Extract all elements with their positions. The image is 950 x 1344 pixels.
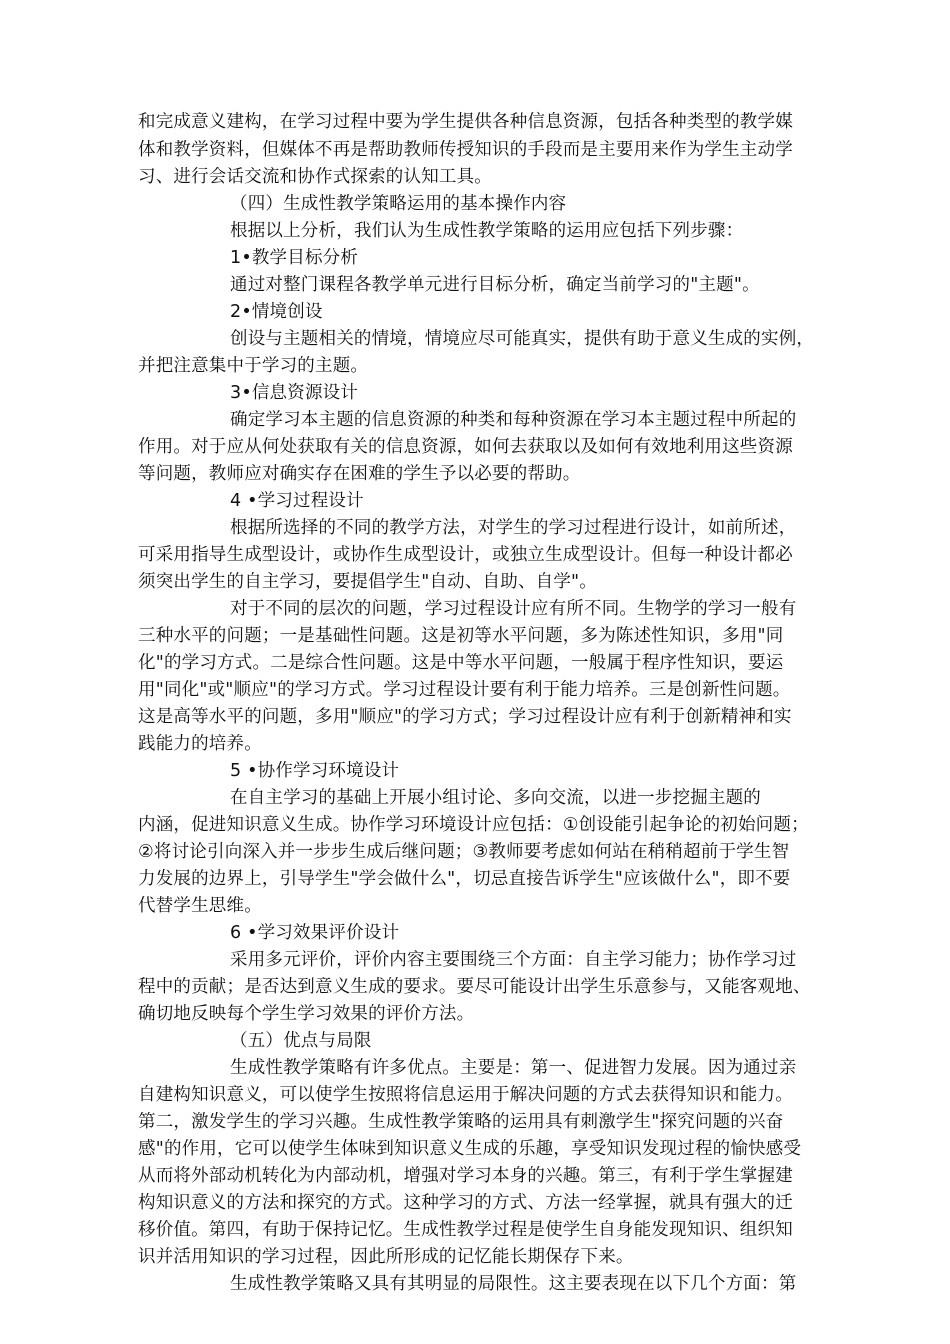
section-heading: （四）生成性教学策略运用的基本操作内容 bbox=[230, 194, 567, 214]
body-line: 采用多元评价，评价内容主要围绕三个方面：自主学习能力；协作学习过 bbox=[230, 950, 797, 970]
body-line: 通过对整门课程各教学单元进行目标分析，确定当前学习的"主题"。 bbox=[230, 275, 760, 295]
body-line: 生成性教学策略有许多优点。主要是：第一、促进智力发展。因为通过亲 bbox=[230, 1058, 797, 1078]
body-line: 识并活用知识的学习过程，因此所形成的记忆能长期保存下来。 bbox=[138, 1247, 634, 1267]
body-line: 三种水平的问题；一是基础性问题。这是初等水平问题，多为陈述性知识，多用"同 bbox=[138, 626, 784, 646]
step-heading: 4 •学习过程设计 bbox=[230, 491, 364, 511]
step-heading: 1•教学目标分析 bbox=[230, 248, 359, 268]
body-line: 等问题，教师应对确实存在困难的学生予以必要的帮助。 bbox=[138, 464, 581, 484]
body-line: 体和教学资料，但媒体不再是帮助教师传授知识的手段而是主要用来作为学生主动学 bbox=[138, 140, 793, 160]
body-line: 化"的学习方式。二是综合性问题。这是中等水平问题，一般属于程序性知识，要运 bbox=[138, 653, 784, 673]
step-heading: 5 •协作学习环境设计 bbox=[230, 761, 400, 781]
body-line: 践能力的培养。 bbox=[138, 734, 262, 754]
body-line: 代替学生思维。 bbox=[138, 896, 262, 916]
body-line: 从而将外部动机转化为内部动机，增强对学习本身的兴趣。第三，有利于学生掌握建 bbox=[138, 1166, 793, 1186]
body-line: 内涵，促进知识意义生成。协作学习环境设计应包括：①创设能引起争论的初始问题； bbox=[138, 815, 809, 835]
body-line: 这是高等水平的问题，多用"顺应"的学习方式；学习过程设计应有利于创新精神和实 bbox=[138, 707, 792, 727]
body-line: 根据以上分析，我们认为生成性教学策略的运用应包括下列步骤： bbox=[230, 221, 744, 241]
body-line: 自建构知识意义，可以使学生按照将信息运用于解决问题的方式去获得知识和能力。 bbox=[138, 1085, 793, 1105]
step-heading: 6 •学习效果评价设计 bbox=[230, 923, 400, 943]
body-line: 用"同化"或"顺应"的学习方式。学习过程设计要有利于能力培养。三是创新性问题。 bbox=[138, 680, 791, 700]
body-line: 确切地反映每个学生学习效果的评价方法。 bbox=[138, 1004, 475, 1024]
body-line: 生成性教学策略又具有其明显的局限性。这主要表现在以下几个方面：第 bbox=[230, 1274, 797, 1294]
body-line: 并把注意集中于学习的主题。 bbox=[138, 356, 369, 376]
body-line: 在自主学习的基础上开展小组讨论、多向交流，以进一步挖掘主题的 bbox=[230, 788, 761, 808]
body-line: 习、进行会话交流和协作式探索的认知工具。 bbox=[138, 167, 492, 187]
body-line: 可采用指导生成型设计，或协作生成型设计，或独立生成型设计。但每一种设计都必 bbox=[138, 545, 793, 565]
body-line: 程中的贡献；是否达到意义生成的要求。要尽可能设计出学生乐意参与，又能客观地、 bbox=[138, 977, 811, 997]
body-line: ②将讨论引向深入并一步步生成后继问题；③教师要考虑如何站在稍稍超前于学生智 bbox=[138, 842, 790, 862]
body-line: 感"的作用，它可以使学生体味到知识意义生成的乐趣，享受知识发现过程的愉快感受 bbox=[138, 1139, 802, 1159]
step-heading: 2•情境创设 bbox=[230, 302, 323, 322]
body-line: 第二，激发学生的学习兴趣。生成性教学策略的运用具有刺激学生"探究问题的兴奋 bbox=[138, 1112, 784, 1132]
body-line: 确定学习本主题的信息资源的种类和每种资源在学习本主题过程中所起的 bbox=[230, 410, 797, 430]
body-line: 根据所选择的不同的教学方法，对学生的学习过程进行设计，如前所述， bbox=[230, 518, 797, 538]
section-heading: （五）优点与局限 bbox=[230, 1031, 372, 1051]
body-line: 力发展的边界上，引导学生"学会做什么"，切忌直接告诉学生"应该做什么"，即不要 bbox=[138, 869, 791, 889]
step-heading: 3•信息资源设计 bbox=[230, 383, 359, 403]
body-line: 作用。对于应从何处获取有关的信息资源，如何去获取以及如何有效地利用这些资源 bbox=[138, 437, 793, 457]
body-line: 构知识意义的方法和探究的方式。这种学习的方式、方法一经掌握，就具有强大的迁 bbox=[138, 1193, 793, 1213]
body-line: 对于不同的层次的问题，学习过程设计应有所不同。生物学的学习一般有 bbox=[230, 599, 797, 619]
body-line: 和完成意义建构，在学习过程中要为学生提供各种信息资源，包括各种类型的教学媒 bbox=[138, 112, 793, 132]
body-line: 创设与主题相关的情境，情境应尽可能真实，提供有助于意义生成的实例， bbox=[230, 329, 815, 349]
body-line: 须突出学生的自主学习，要提倡学生"自动、自助、自学"。 bbox=[138, 572, 597, 592]
body-line: 移价值。第四，有助于保持记忆。生成性教学过程是使学生自身能发现知识、组织知 bbox=[138, 1220, 793, 1240]
